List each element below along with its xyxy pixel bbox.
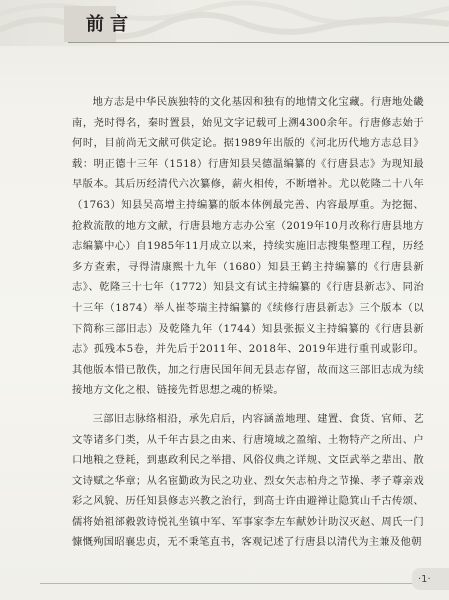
page-number: ·1· bbox=[418, 574, 431, 585]
body-text bbox=[72, 92, 424, 553]
paragraph: 地方志是中华民族独特的文化基因和独有的地情文化宝藏。行唐地处畿南，尧时得名，秦时置县，始见文字记载可上溯4300余年。行唐修志始于何时，目前尚无文献可供定论。据1989年出版的《河北历代地方志总目》载：明正德十三年（1518）行唐知县吴德温编纂的《行唐县志》为现知最早版本。其后历经清代六次纂修，薪火相传，不断增补。尤以乾隆二十八年（1763）知县吴高增主持编纂的版本体例最完善、内容最厚重。为挖掘、抢救流散的地方文献，行唐县地方志办公室（2019年10月改称行唐县地方志编纂中心）自1985年11月成立以来，持续实施旧志搜集整理工程，历经多方查索，寻得清康熙十九年（1680）知县王鹤主持编纂的《行唐县新志》、乾隆三十七年（1772）知县文有试主持编纂的《行唐县新志》、同治十三年（1874）举人崔苓瑞主持编纂的《续修行唐县新志》三个版本（以下简称三部旧志）及乾隆九年（1744）知县张振义主持编纂的《行唐县新志》孤残本5卷，并先后于2011年、2018年、2019年进行重刊或影印。其他版本惜已散佚，加之行唐民国年间无县志存留，故而这三部旧志成为续接地方文化之根、链接先哲思想之魂的桥梁。 bbox=[72, 96, 424, 397]
page-title: 前言 bbox=[86, 14, 134, 35]
footer-divider bbox=[40, 583, 412, 584]
paragraph: 三部旧志脉络相沿，承先启后，内容涵盖地理、建置、食货、官师、艺文等诸多门类，从千年古县之由来、行唐境域之盈缩、土物特产之所出、户口地粮之登耗，到惠政利民之举措、风俗仪典之详规、文臣武举之辈出、散文诗赋之华章；从名宦勤政为民之功业、烈女矢志柏舟之节操、孝子尊亲戏彩之风貌、历任知县修志兴教之治行，到高士许由避禅让隐箕山千古传颂、儒将始祖郤縠敦诗悦礼坐镇中军、军事家李左车献妙计助汉灭赵、周氏一门慷慨殉国昭襄忠贞，无不秉笔直书，客观记述了行唐县以清代为主兼及他朝 bbox=[72, 412, 424, 549]
header-divider bbox=[68, 42, 449, 43]
